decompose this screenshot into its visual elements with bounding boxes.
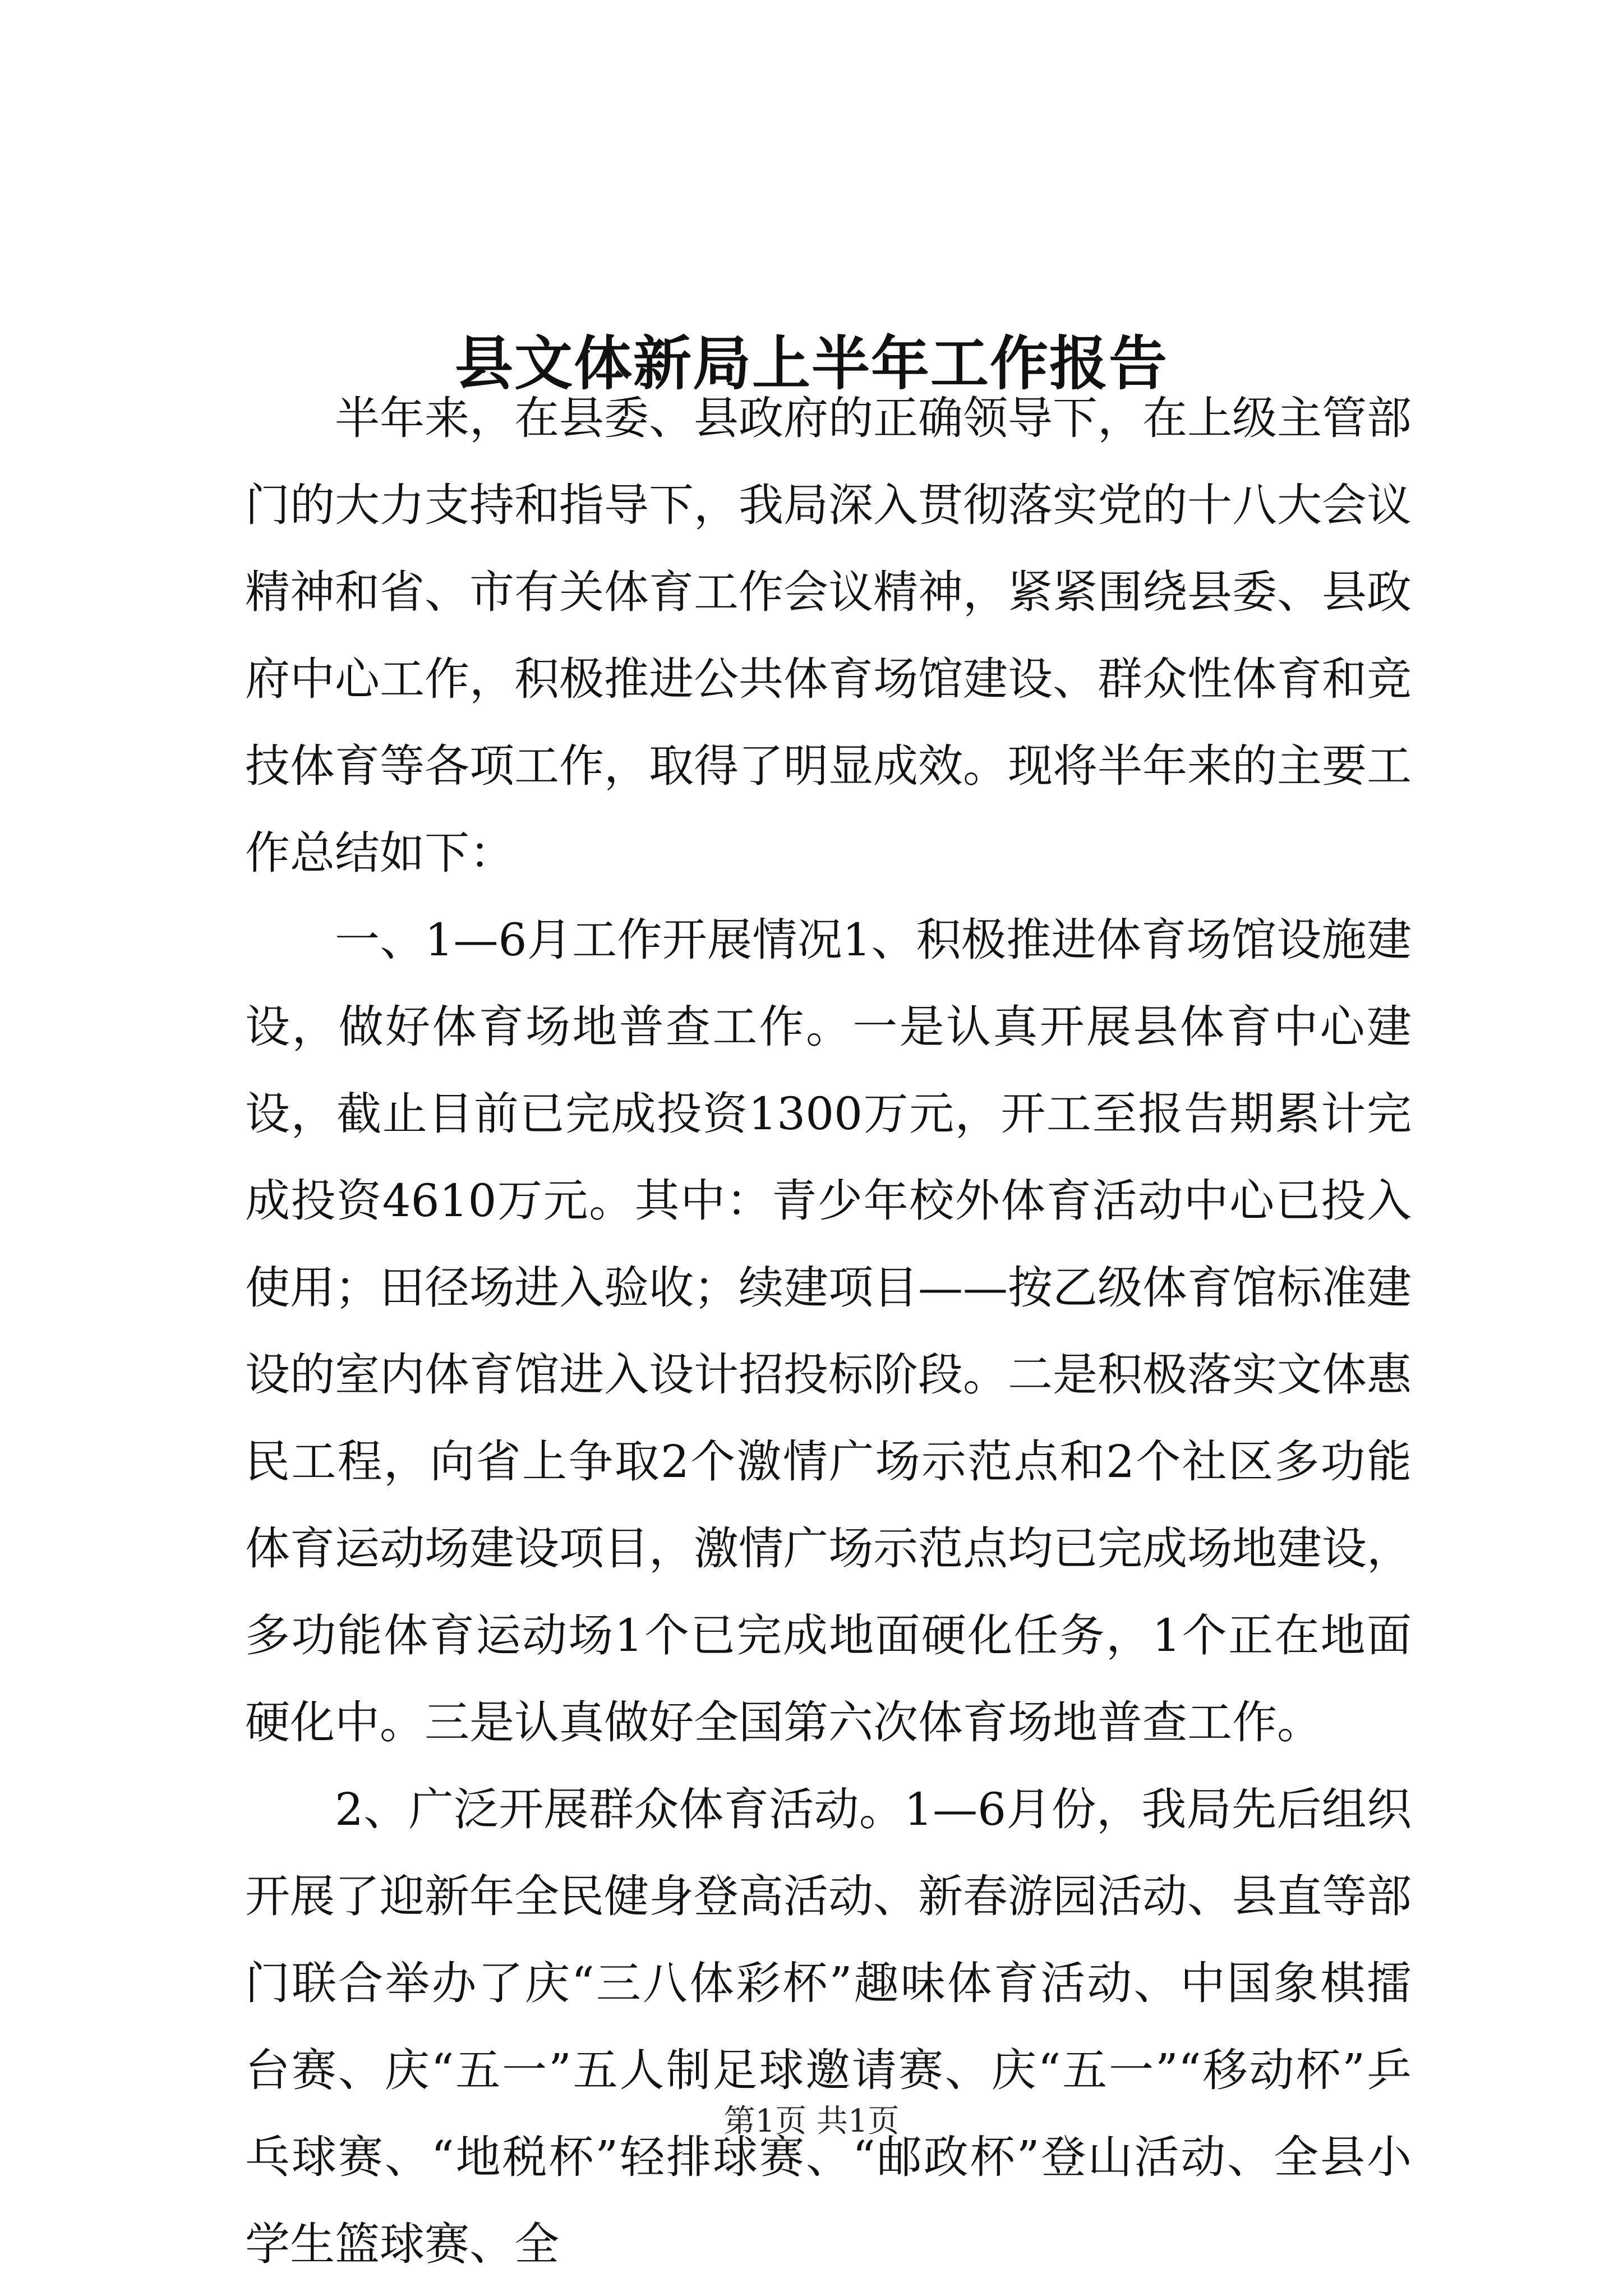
page-footer: 第1页 共1页	[723, 2103, 900, 2139]
paragraph-intro: 半年来，在县委、县政府的正确领导下，在上级主管部门的大力支持和指导下，我局深入贯彻落实党的十八大会议精神和省、市有关体育工作会议精神，紧紧围绕县委、县政府中心工作，积极推进公共体育场馆建设、群众性体育和竞技体育等各项工作，取得了明显成效。现将半年来的主要工作总结如下：	[245, 392, 1412, 879]
paragraph-section-2: 2、广泛开展群众体育活动。1—6月份，我局先后组织开展了迎新年全民健身登高活动、新春游园活动、县直等部门联合举办了庆“三八体彩杯”趣味体育活动、中国象棋擂台赛、庆“五一”五人制足球邀请赛、庆“五一”“移动杯”乒乓球赛、“地税杯”轻排球赛、“邮政杯”登山活动、全县小学生篮球赛、全	[245, 1783, 1412, 2270]
paragraph-section-1: 一、1—6月工作开展情况1、积极推进体育场馆设施建设，做好体育场地普查工作。一是认真开展县体育中心建设，截止目前已完成投资1300万元，开工至报告期累计完成投资4610万元。其中：青少年校外体育活动中心已投入使用；田径场进入验收；续建项目——按乙级体育馆标准建设的室内体育馆进入设计招投标阶段。二是积极落实文体惠民工程，向省上争取2个激情广场示范点和2个社区多功能体育运动场建设项目，激情广场示范点均已完成场地建设，多功能体育运动场1个已完成地面硬化任务，1个正在地面硬化中。三是认真做好全国第六次体育场地普查工作。	[245, 914, 1412, 1749]
document-body	[245, 375, 1412, 2288]
document-title: 县文体新局上半年工作报告	[454, 328, 1168, 398]
